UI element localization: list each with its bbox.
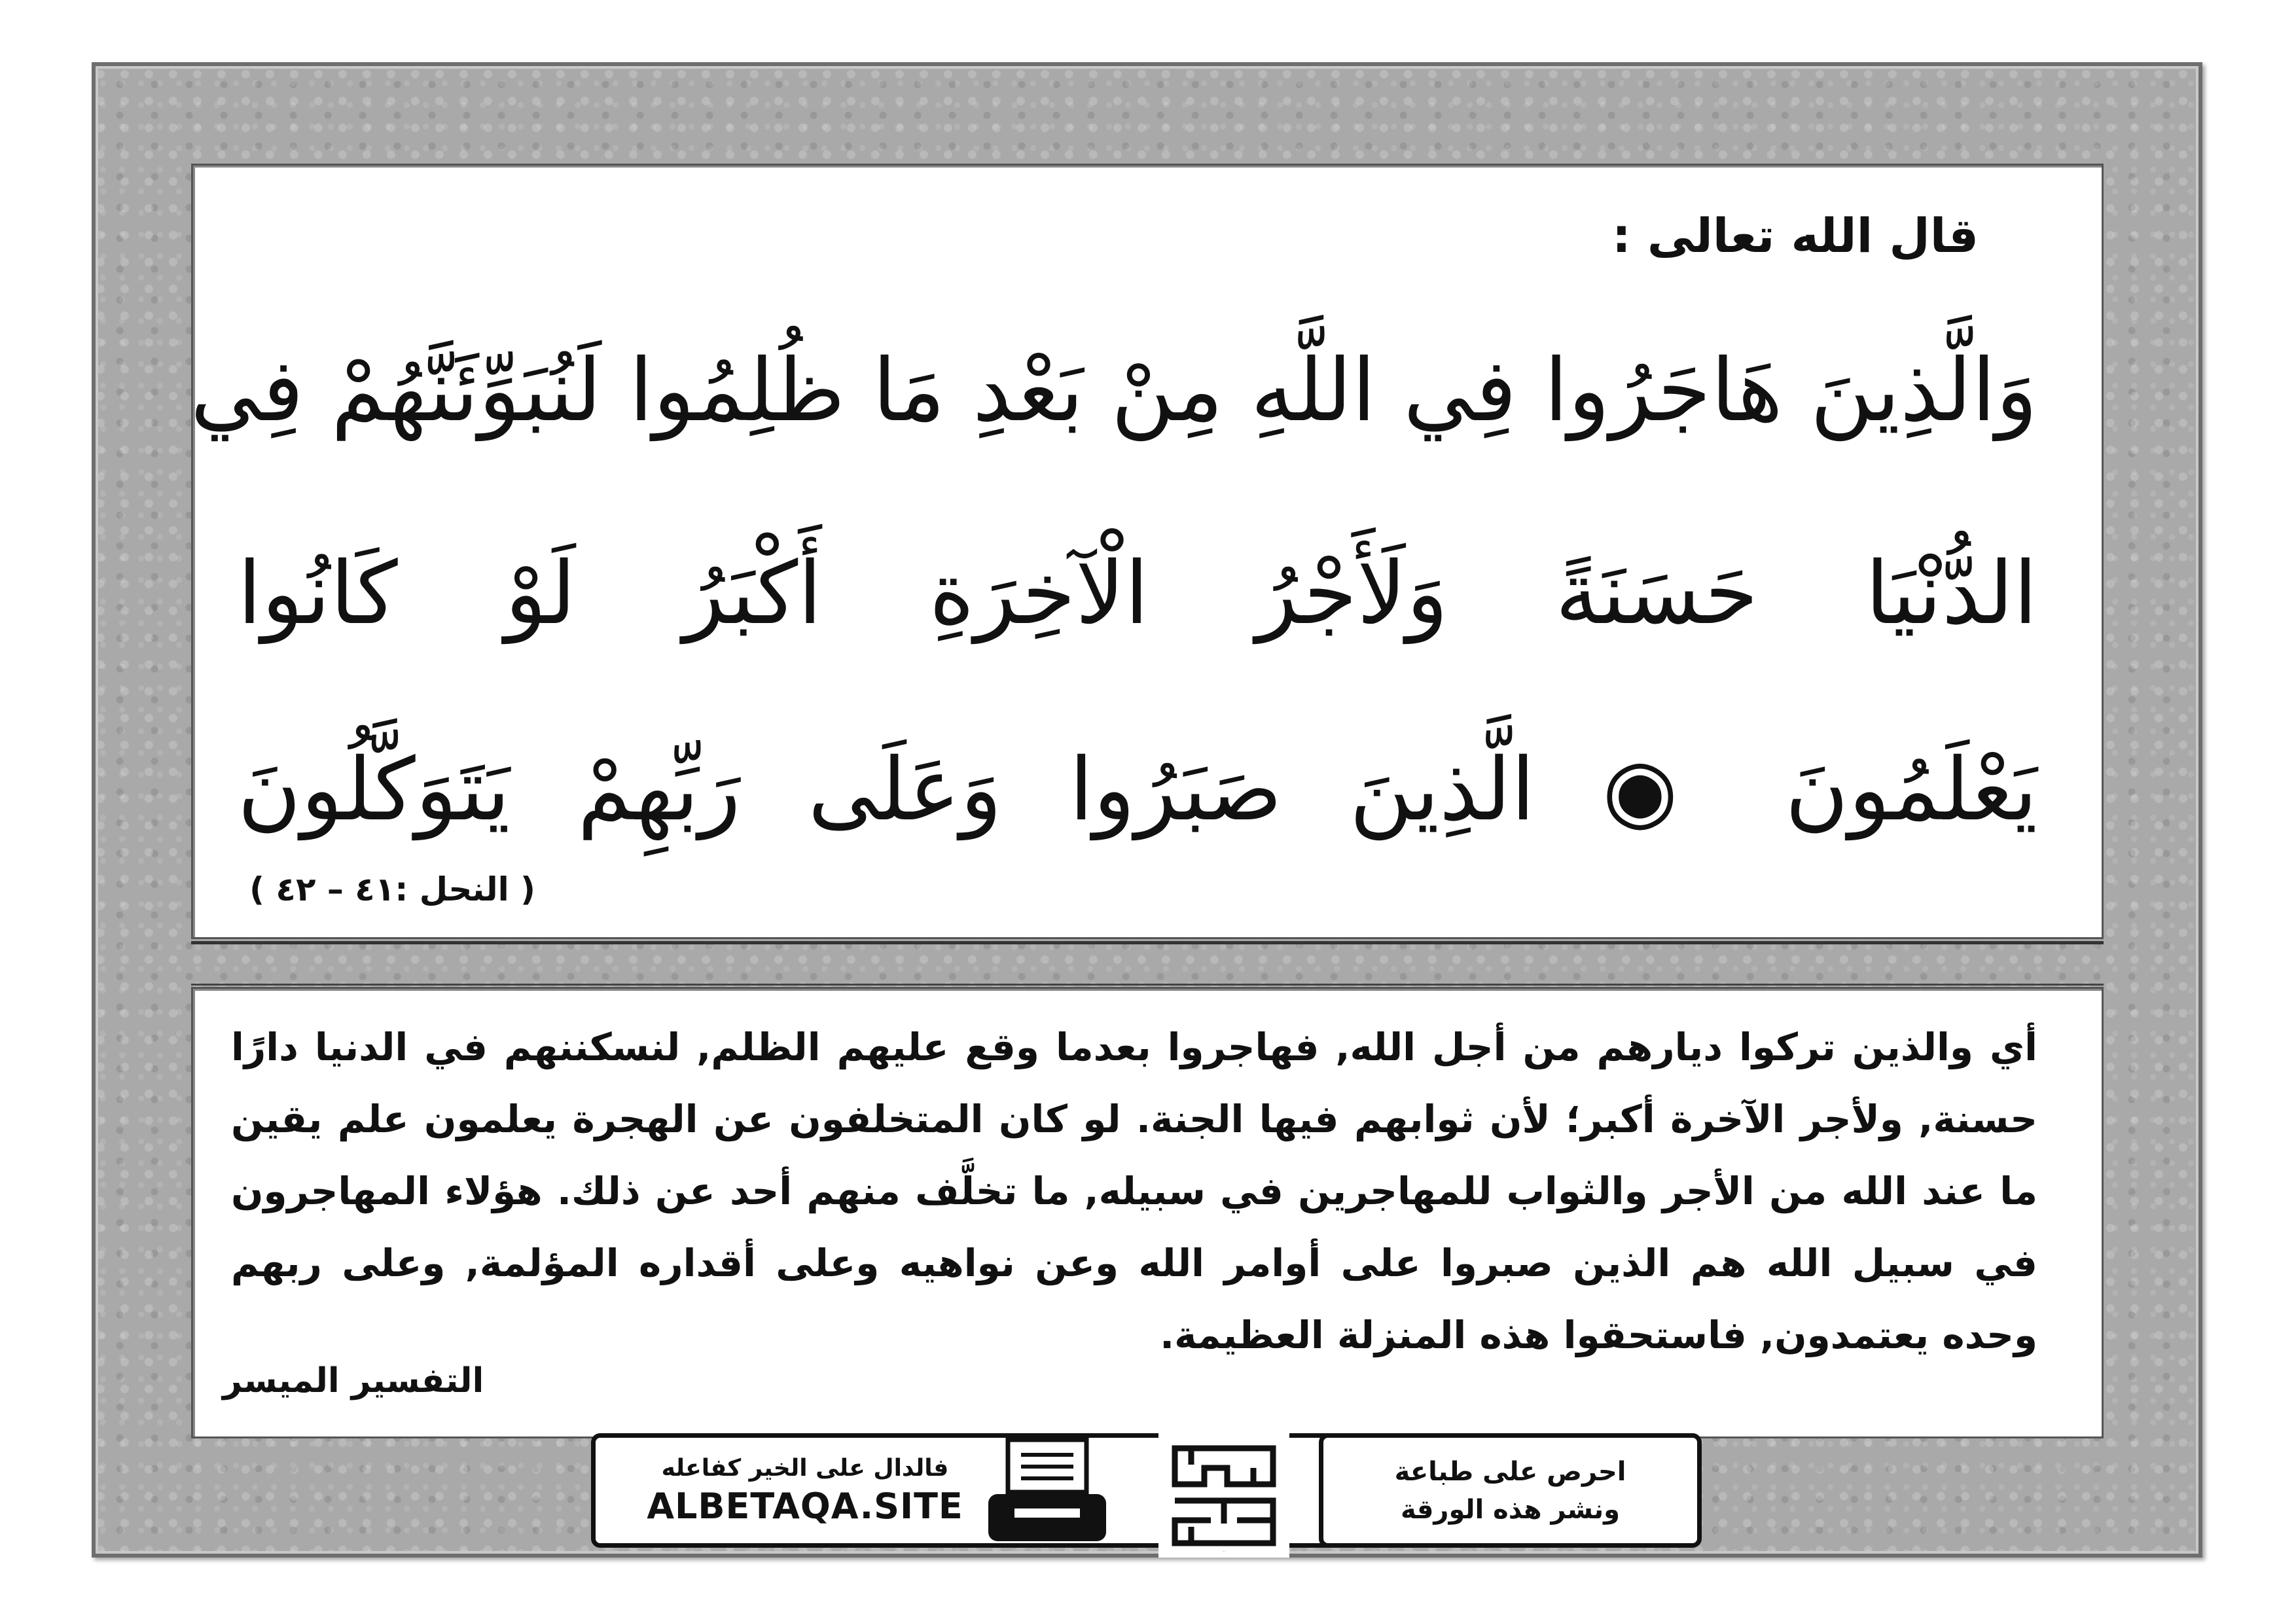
verse-line-3: يَعْلَمُونَ ◉ الَّذِينَ صَبَرُوا وَعَلَى رَبِّهِمْ يَتَوَكَّلُونَ [238,740,2037,840]
website-link[interactable]: ALBETAQA.SITE [647,1485,963,1527]
verse-line-1: وَالَّذِينَ هَاجَرُوا فِي اللَّهِ مِنْ بَعْدِ مَا ظُلِمُوا لَنُبَوِّئَنَّهُمْ فِي [190,340,2037,441]
print-notice-line-2: ونشر هذه الورقة [1400,1494,1621,1525]
heading: قال الله تعالى : [1611,208,1979,263]
website-text [635,1455,975,1527]
print-notice-line-1: احرص على طباعة [1394,1456,1626,1487]
tafsir-text: أي والذين تركوا ديارهم من أجل الله, فهاجروا بعدما وقع عليهم الظلم, لنسكننهم في الدنيا دارًا حسنة, ولأجر الآخرة أكبر؛ لأن ثوابهم فيها الجنة. لو كان المتخلفون عن الهجرة يعلمون علم يقين ما عند الله من الأجر والثواب للمهاجرين في سبيله, ما تخلَّف منهم أحد عن ذلك. هؤلاء المهاجرون في سبيل الله هم الذين صبروا على أوامر الله وعن نواهيه وعلى أقداره المؤلمة, وعلى ربهم وحده يعتمدون, فاستحقوا هذه المنزلة العظيمة. [231,1025,2037,1357]
verse-line-2: الدُّنْيَا حَسَنَةً وَلَأَجْرُ الْآخِرَةِ أَكْبَرُ لَوْ كَانُوا [238,543,2037,644]
logo-icon [1158,1430,1289,1558]
tafsir-source: التفسير الميسر [223,1361,484,1400]
print-notice-box [1319,1433,1702,1548]
logo-text: دعوة الورقة [1222,1551,1226,1552]
printer-icon [985,1436,1109,1550]
slogan: فالدال على الخير كفاعله [661,1454,949,1482]
divider [191,941,2104,986]
verse-reference: ( النحل :٤١ – ٤٢ ) [249,870,535,908]
